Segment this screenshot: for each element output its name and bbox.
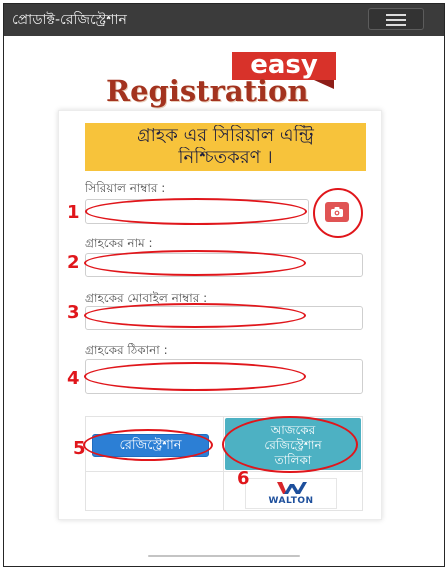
walton-w-icon [276,481,308,495]
walton-logo [245,478,337,509]
form-heading [85,123,366,171]
customer-address-label: গ্রাহকের ঠিকানা : [85,343,168,357]
annotation-number-2: 2 [67,252,80,273]
annotation-number-1: 1 [67,202,80,223]
annotation-number-4: 4 [67,368,80,389]
top-navbar [4,4,444,36]
today-list-line-2: রেজিস্ট্রেশান [264,438,322,452]
home-indicator-bar [148,555,300,557]
logo-badge-tail [314,80,334,89]
annotation-number-5: 5 [73,438,86,459]
navbar-brand-title[interactable]: প্রোডাক্ট-রেজিস্ট্রেশান [12,12,127,28]
walton-brand-name: WALTON [268,496,314,506]
today-list-line-3: তালিকা [274,453,312,467]
action-grid [85,416,363,511]
register-button[interactable]: রেজিস্ট্রেশান [92,434,209,457]
hamburger-menu-icon [386,13,406,27]
customer-mobile-label: গ্রাহকের মোবাইল নাম্বার : [85,291,208,305]
serial-number-label: সিরিয়াল নাম্বার : [85,181,166,195]
logo-badge-text: easy [250,52,318,80]
customer-name-input[interactable] [85,253,363,277]
action-cell-empty [85,471,224,511]
scan-camera-button[interactable] [325,202,349,222]
customer-address-textarea[interactable] [85,359,363,394]
camera-icon [330,206,344,218]
today-registration-list-button[interactable] [225,418,361,470]
logo-main-text: Registration [106,74,309,108]
easy-registration-logo [100,48,340,110]
customer-mobile-input[interactable] [85,306,363,330]
customer-name-label: গ্রাহকের নাম : [85,236,153,250]
registration-card [58,110,382,520]
form-heading-line-2: নিশ্চিতকরণ । [178,147,273,168]
today-list-line-1: আজকের [270,423,316,437]
annotation-number-3: 3 [67,302,80,323]
annotation-number-6: 6 [237,468,250,489]
form-heading-line-1: গ্রাহক এর সিরিয়াল এন্ট্রি [137,125,314,146]
serial-number-input[interactable] [85,199,309,224]
menu-toggle-button[interactable] [368,8,424,30]
